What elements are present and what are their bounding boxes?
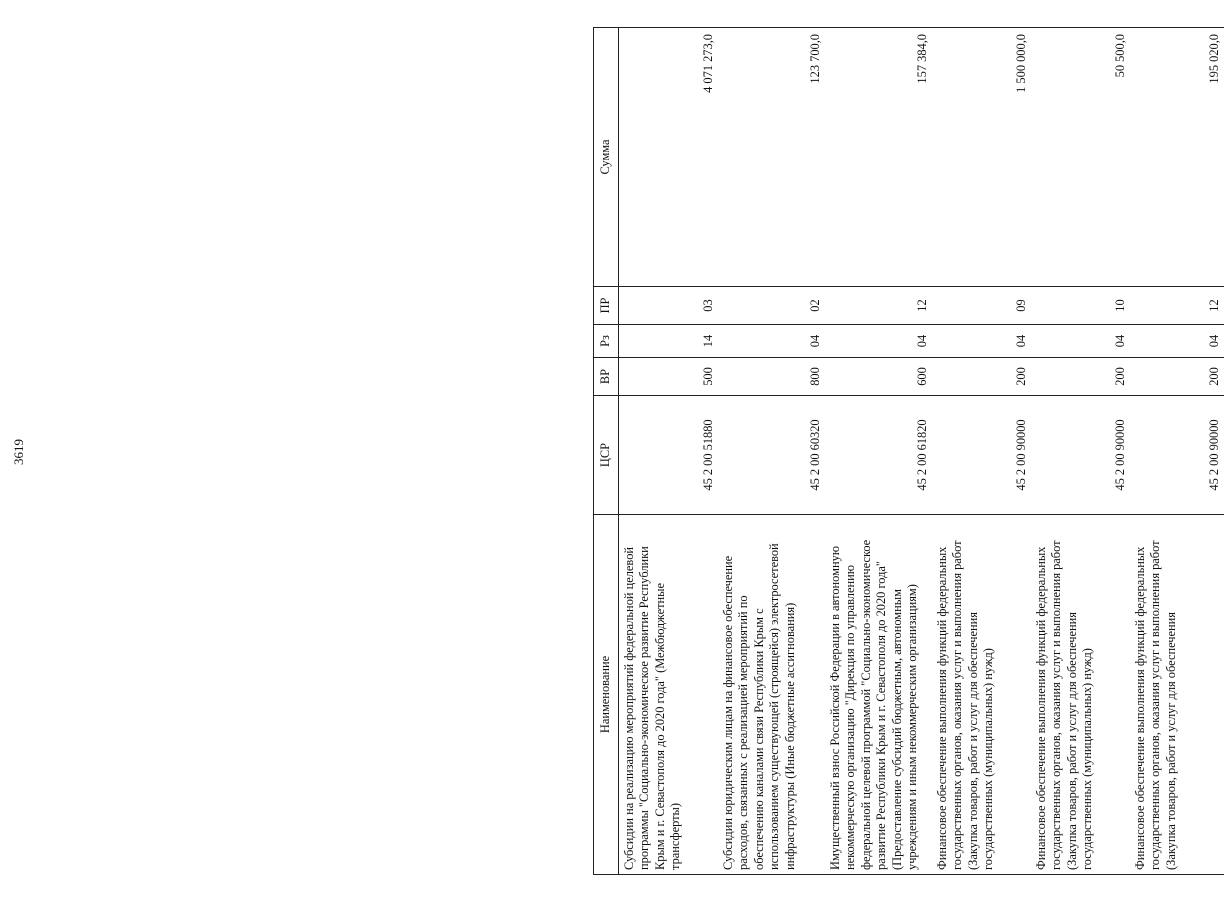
header-row <box>594 28 619 875</box>
row-vr: 200 <box>1130 358 1224 396</box>
row-rz: 04 <box>1031 325 1130 358</box>
row-vr: 800 <box>718 358 825 396</box>
row-name: Имущественный взнос Российской Федерации в автономную некоммерческую организацию "Дирекция по управлению федеральной целевой программой "Социально-экономическое развитие Республики Крым и г. Севастополя до 2020 года" (Предоставление субсидий бюджетным, автономным учреждениям и иным некоммерческим организациям) <box>825 515 932 875</box>
row-rz: 14 <box>619 325 719 358</box>
row-vr: 200 <box>932 358 1031 396</box>
table-row <box>1031 28 1130 875</box>
row-sum: 123 700,0 <box>718 28 825 287</box>
row-sum: 4 071 273,0 <box>619 28 719 287</box>
page-number: 3619 <box>11 439 26 465</box>
table-row <box>825 28 932 875</box>
row-pr: 03 <box>619 287 719 325</box>
header-csr: ЦСР <box>594 396 619 515</box>
row-rz: 04 <box>718 325 825 358</box>
row-name: Субсидии на реализацию мероприятий федеральной целевой программы "Социально-экономическое развитие Республики Крым и г. Севастополя до 2020 года" (Межбюджетные трансферты) <box>619 515 719 875</box>
row-csr: 45 2 00 60320 <box>718 396 825 515</box>
budget-table <box>593 27 1224 875</box>
header-sum: Сумма <box>594 28 619 287</box>
row-vr: 500 <box>619 358 719 396</box>
table-row <box>619 28 719 875</box>
row-vr: 200 <box>1031 358 1130 396</box>
row-pr: 10 <box>1031 287 1130 325</box>
header-vr: ВР <box>594 358 619 396</box>
row-pr: 09 <box>932 287 1031 325</box>
row-name: Финансовое обеспечение выполнения функций федеральных государственных органов, оказания услуг и выполнения работ (Закупка товаров, работ и услуг для обеспечения государственных (муниципальных) нужд) <box>932 515 1031 875</box>
row-name: Финансовое обеспечение выполнения функций федеральных государственных органов, оказания услуг и выполнения работ (Закупка товаров, работ и услуг для обеспечения государственных (муниципальных) нужд) <box>1031 515 1130 875</box>
row-sum: 1 500 000,0 <box>932 28 1031 287</box>
row-rz: 04 <box>932 325 1031 358</box>
table-row <box>932 28 1031 875</box>
row-pr: 02 <box>718 287 825 325</box>
row-rz: 04 <box>825 325 932 358</box>
row-name: Субсидии юридическим лицам на финансовое обеспечение расходов, связанных с реализацией мероприятий по обеспечению каналами связи Республики Крым с использованием существующей (строящейся) электросетевой инфраструктуры (Иные бюджетные ассигнования) <box>718 515 825 875</box>
table-row <box>718 28 825 875</box>
row-pr: 12 <box>825 287 932 325</box>
row-sum: 195 020,0 <box>1130 28 1224 287</box>
budget-table-rotated <box>593 28 1221 875</box>
row-csr: 45 2 00 90000 <box>932 396 1031 515</box>
row-csr: 45 2 00 51880 <box>619 396 719 515</box>
header-rz: Рз <box>594 325 619 358</box>
row-csr: 45 2 00 90000 <box>1130 396 1224 515</box>
row-csr: 45 2 00 61820 <box>825 396 932 515</box>
row-csr: 45 2 00 90000 <box>1031 396 1130 515</box>
header-name: Наименование <box>594 515 619 875</box>
row-sum: 50 500,0 <box>1031 28 1130 287</box>
row-vr: 600 <box>825 358 932 396</box>
row-name: Финансовое обеспечение выполнения функций федеральных государственных органов, оказания услуг и выполнения работ (Закупка товаров, работ и услуг для обеспечения <box>1130 515 1224 875</box>
header-pr: ПР <box>594 287 619 325</box>
table-row <box>1130 28 1224 875</box>
row-rz: 04 <box>1130 325 1224 358</box>
row-sum: 157 384,0 <box>825 28 932 287</box>
row-pr: 12 <box>1130 287 1224 325</box>
